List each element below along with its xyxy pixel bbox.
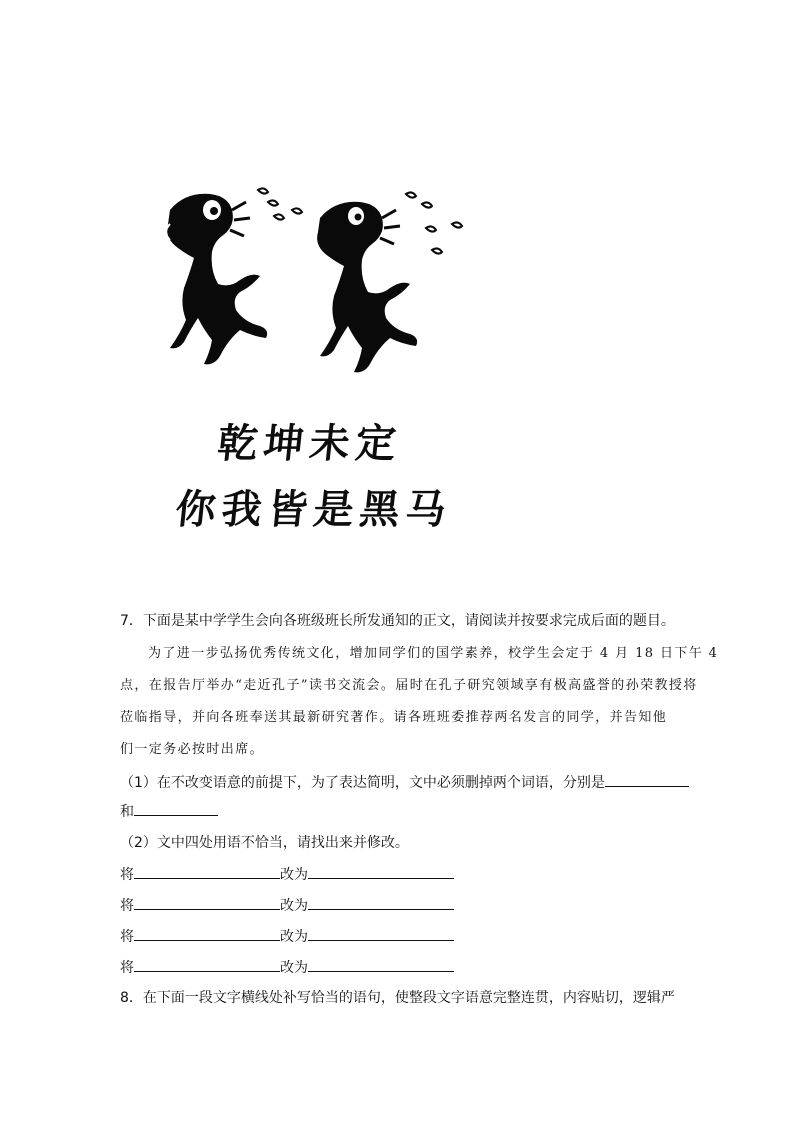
replace-row [120,895,454,915]
replace-from-label: 将 [120,867,134,883]
answer-blank-1[interactable] [605,772,689,787]
passage-line-1: 为了进一步弘扬优秀传统文化，增加同学们的国学素养，校学生会定于 4 月 18 日下午 4 [148,646,719,661]
replace-from-label: 将 [120,898,134,914]
replace-to-label: 改为 [280,867,308,883]
replace-from-blank[interactable] [134,926,280,941]
replace-to-blank[interactable] [308,895,454,910]
passage-line-2: 点，在报告厅举办“走近孔子”读书交流会。届时在孔子研究领域享有极高盛誉的孙荣教授将 [120,678,698,693]
replace-to-label: 改为 [280,898,308,914]
replace-from-label: 将 [120,929,134,945]
replace-from-blank[interactable] [134,957,280,972]
sub-question-2-text: （2）文中四处用语不恰当，请找出来并修改。 [120,835,409,851]
replace-from-label: 将 [120,960,134,976]
sweat-drops-left-icon [258,188,302,219]
replace-to-label: 改为 [280,929,308,945]
sub-question-1 [120,772,689,792]
replace-to-label: 改为 [280,960,308,976]
sub-question-1-and: 和 [120,804,134,820]
sweat-drops-right-icon [406,192,462,253]
replace-from-blank[interactable] [134,895,280,910]
replace-row [120,864,454,884]
horse-right-icon [317,202,417,373]
replace-from-blank[interactable] [134,864,280,879]
slogan-line-1: 乾坤未定 [215,421,405,467]
horse-left-icon [166,194,267,365]
answer-blank-2[interactable] [134,801,218,816]
notice-passage [120,638,719,766]
passage-line-4: 们一定务必按时出席。 [120,742,265,757]
sub-question-1-cont [120,801,218,821]
question-7-stem: 7．下面是某中学学生会向各班级班长所发通知的正文，请阅读并按要求完成后面的题目。 [120,613,675,629]
question-8-stem: 8．在下面一段文字横线处补写恰当的语句，使整段文字语意完整连贯，内容贴切，逻辑严 [120,990,675,1006]
sub-question-1-text: （1）在不改变语意的前提下，为了表达简明，文中必须删掉两个词语，分别是 [120,775,605,791]
two-running-horses-icon [140,180,480,380]
replace-row [120,957,454,977]
replace-to-blank[interactable] [308,864,454,879]
replace-row [120,926,454,946]
replace-to-blank[interactable] [308,957,454,972]
passage-line-3: 莅临指导，并向各班奉送其最新研究著作。请各班班委推荐两名发言的同学，并告知他 [120,710,668,725]
replace-to-blank[interactable] [308,926,454,941]
slogan-line-2: 你我皆是黑马 [173,487,455,533]
